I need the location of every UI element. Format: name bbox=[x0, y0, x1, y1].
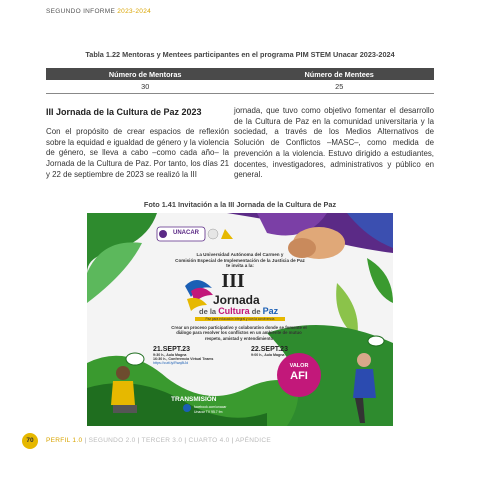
paragraph-left: Con el propósito de crear espacios de reflexión sobre la equidad e igualdad de género y la violencia de género, se lleva a cabo –como cada año– la Jornada de la Cultura de Paz. Por tanto, los días 21 y 22 de septiembre de 2023 se realizó la III bbox=[46, 127, 229, 179]
invite-line-1: La Universidad Autónoma del Carmen y bbox=[196, 252, 284, 257]
person-left-legs bbox=[113, 405, 137, 413]
unacar-seal-icon bbox=[159, 230, 167, 238]
poster-word-jornada: Jornada bbox=[213, 293, 260, 307]
section-nav: PERFIL 1.0 | SEGUNDO 2.0 | TERCER 3.0 | CUARTO 4.0 | APÉNDICE bbox=[46, 437, 271, 444]
invite-line-2: Comisión Especial de Implementación de la Justicia de Paz bbox=[175, 257, 305, 263]
date-2-time: 9:00 h., Aula Magna bbox=[251, 353, 285, 357]
cell-mentoras: 30 bbox=[46, 80, 244, 94]
column-header-mentoras: Número de Mentoras bbox=[46, 68, 244, 80]
table-header-row bbox=[46, 68, 434, 80]
poster-cultura-line bbox=[199, 306, 289, 316]
valor-value: AFI bbox=[290, 370, 308, 382]
table-caption: Tabla 1.22 Mentoras y Mentees participantes en el programa PIM STEM Unacar 2023-2024 bbox=[85, 50, 395, 59]
speech-bubble-right bbox=[368, 336, 384, 346]
invitation-poster bbox=[87, 213, 393, 426]
section-heading: III Jornada de la Cultura de Paz 2023 bbox=[46, 107, 202, 117]
date-2: 22.SEPT.23 bbox=[251, 346, 288, 353]
desc-line-3: respeto, amistad y entendimiento bbox=[204, 335, 274, 341]
poster-logo: UNACAR bbox=[173, 230, 199, 236]
desc-line-2: diálogo para resolver los conflictos en un ambiente de mutuo bbox=[176, 330, 302, 336]
scales-icon bbox=[221, 229, 233, 239]
nav-item-segundo[interactable]: SEGUNDO 2.0 bbox=[88, 437, 136, 444]
word-de: de bbox=[251, 307, 261, 316]
paragraph-right: jornada, que tuvo como objetivo fomentar el desarrollo de la Cultura de Paz en la comunidad universitaria y la sociedad, a través de los Medios Alternativos de Solución de Conflictos –MASC–, como medida de prevención a la violencia. Estuvo dirigido a estudiantes, docentes, investigadores, administrativos y público en general. bbox=[234, 106, 434, 180]
nav-item-cuarto[interactable]: CUARTO 4.0 bbox=[188, 437, 230, 444]
date-1: 21.SEPT.23 bbox=[153, 346, 190, 353]
invite-line-3: te invita a la: bbox=[226, 263, 254, 269]
person-right-body bbox=[353, 369, 376, 398]
table-row bbox=[46, 80, 434, 94]
desc-line-1: Crear un proceso participativo y colaborativo donde se fomente el bbox=[171, 325, 307, 330]
date-1-time: 9:30 h., Aula Magna bbox=[153, 353, 187, 357]
word-paz: Paz bbox=[262, 306, 279, 316]
partner-seal-icon bbox=[208, 229, 218, 239]
leaf-shape-right bbox=[367, 258, 393, 303]
header-year: 2023-2024 bbox=[117, 8, 152, 15]
stream-line-1: facebook.com/unacar bbox=[194, 405, 227, 409]
running-header bbox=[46, 8, 151, 15]
date-1-link: https://cutt.ly/Rwq8tJd bbox=[153, 361, 189, 365]
header-title: SEGUNDO INFORME bbox=[46, 8, 116, 15]
poster-numeral: III bbox=[221, 270, 245, 292]
word-dela: de la bbox=[199, 307, 217, 316]
figure-caption: Foto 1.41 Invitación a la III Jornada de la Cultura de Paz bbox=[143, 200, 337, 209]
mentors-table bbox=[46, 68, 434, 94]
valor-label: VALOR bbox=[289, 363, 309, 369]
column-header-mentees: Número de Mentees bbox=[244, 68, 434, 80]
facebook-icon bbox=[183, 404, 191, 412]
person-left-head bbox=[116, 366, 130, 380]
person-right-head bbox=[357, 353, 371, 367]
stream-line-2: Unacar TV 95.7 fm bbox=[194, 410, 223, 414]
person-left-body bbox=[111, 381, 135, 405]
nav-item-perfil[interactable]: PERFIL 1.0 bbox=[46, 437, 83, 444]
poster-tagline: Paz para educación integral y con la convivencia bbox=[195, 317, 285, 321]
speech-bubble-left bbox=[126, 353, 144, 365]
stream-label: TRANSMISIÓN bbox=[171, 396, 217, 403]
nav-item-tercer[interactable]: TERCER 3.0 bbox=[141, 437, 183, 444]
date-1-conference: 16:30 h., Conferencia Virtual Teams bbox=[153, 357, 214, 361]
page-number: 70 bbox=[22, 433, 38, 449]
cell-mentees: 25 bbox=[244, 80, 434, 94]
word-cultura: Cultura bbox=[218, 306, 250, 316]
nav-item-apendice[interactable]: APÉNDICE bbox=[235, 437, 271, 444]
